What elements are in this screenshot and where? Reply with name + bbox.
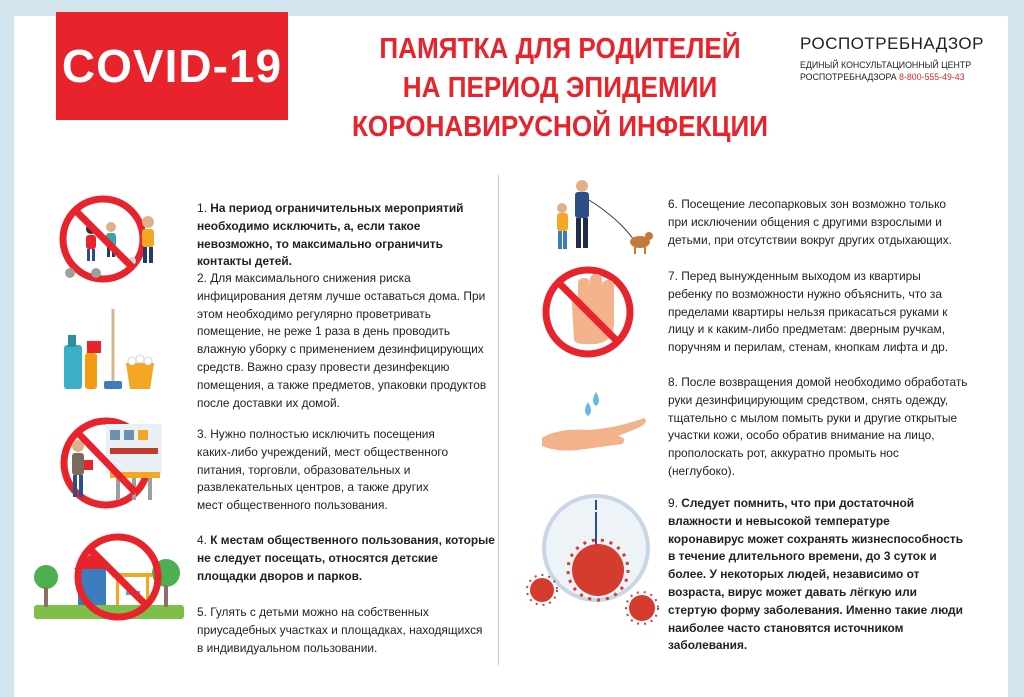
no-playing-children-icon	[56, 185, 166, 285]
item-4	[197, 532, 495, 585]
no-playground-icon	[34, 533, 184, 625]
item-8-text: 8. После возвращения домой необходимо обработать руки дезинфицирующим средством, снять одежду, тщательно с мылом помыть руки и другие открытые участки кожи, особо обратив внимание на лицо, прополоскать рот, аккуратно промыть нос (неглубоко).	[668, 375, 968, 478]
item-8	[668, 374, 968, 481]
item-4-text: К местам общественного пользования, которые не следует посещать, относятся детские площадки дворов и парков.	[197, 533, 495, 583]
org-line-2-text: РОСПОТРЕБНАДЗОРА	[800, 72, 897, 82]
item-6-text: 6. Посещение лесопарковых зон возможно только при исключении общения с другими взрослыми и детьми, при отсутствии вокруг других отдыхающих.	[668, 197, 952, 247]
org-line-1: ЕДИНЫЙ КОНСУЛЬТАЦИОННЫЙ ЦЕНТР	[800, 60, 972, 70]
no-touch-hand-icon	[538, 262, 638, 362]
item-2-text: 2. Для максимального снижения риска инфицирования детям лучше оставаться дома. При этом необходимо регулярно проветривать помещение, не реже 1 раза в день проводить влажную уборку с применением дезинфицирующих средств. Важно сразу провести дезинфекцию помещения, а также предметов, упаковки продуктов после доставки их домой.	[197, 271, 487, 410]
item-1	[197, 200, 492, 271]
poster-title	[344, 30, 776, 147]
column-divider	[498, 175, 499, 665]
org-name: РОСПОТРЕБНАДЗОР	[800, 34, 984, 53]
item-1-num: 1.	[197, 201, 207, 215]
sanitizer-hand-icon	[538, 388, 650, 460]
item-3	[197, 426, 452, 515]
org-phone: 8-800-555-49-43	[899, 72, 965, 82]
no-public-places-icon	[56, 408, 168, 513]
item-5-text: 5. Гулять с детьми можно на собственных приусадебных участках и площадках, находящихся в индивидуальном пользовании.	[197, 605, 483, 655]
item-7-text: 7. Перед вынужденным выходом из квартиры ребенку по возможности нужно объяснить, что за пределами квартиры нельзя прикасаться руками к лицу и к каким-либо предметам: дверным ручкам, поручням и перилам, стенам, кнопкам лифта и др.	[668, 269, 949, 355]
item-7	[668, 268, 968, 357]
item-9-text: Следует помнить, что при достаточной влажности и невысокой температуре коронавирус может сохранять жизнеспособность в течение длительного времени, до 3 суток и более. У некоторых людей, независимо от возраста, вирус может давать лёгкую или стертую форму заболевания. Именно такие люди наиболее часто становятся источником заболевания.	[668, 496, 964, 653]
org-line-2	[800, 71, 990, 83]
item-9	[668, 495, 968, 655]
virus-clock-icon	[526, 486, 666, 631]
title-line-2: НА ПЕРИОД ЭПИДЕМИИ	[402, 72, 718, 104]
covid-badge	[56, 12, 288, 120]
org-subtitle	[800, 59, 990, 83]
badge-text: COVID-19	[61, 40, 283, 92]
item-5	[197, 604, 487, 657]
item-3-text: 3. Нужно полностью исключить посещения каких-либо учреждений, мест общественного питания, торговли, образовательных и развлекательных центров, а также других мест общественного пользования.	[197, 427, 449, 513]
item-4-num: 4.	[197, 533, 207, 547]
item-6	[668, 196, 968, 249]
title-line-1: ПАМЯТКА ДЛЯ РОДИТЕЛЕЙ	[379, 33, 741, 65]
item-1-text: На период ограничительных мероприятий необходимо исключить, а, если такое невозможно, то максимально ограничить контакты детей.	[197, 201, 464, 269]
title-line-3: КОРОНАВИРУСНОЙ ИНФЕКЦИИ	[351, 111, 769, 143]
family-walk-icon	[548, 178, 658, 256]
cleaning-supplies-icon	[58, 305, 158, 393]
org-block	[800, 34, 990, 83]
item-9-num: 9.	[668, 496, 678, 510]
item-2	[197, 270, 487, 412]
